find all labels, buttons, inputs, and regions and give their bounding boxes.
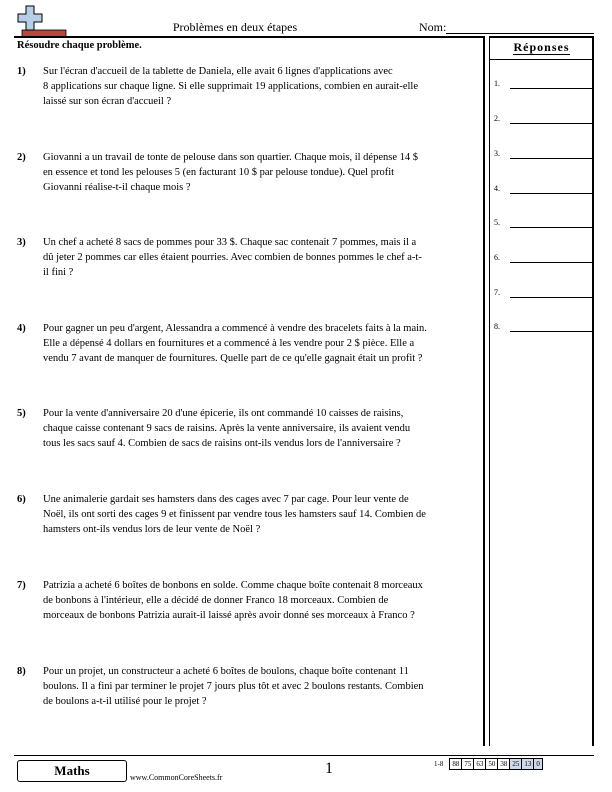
score-cell: 38 [498, 759, 510, 770]
name-field-line[interactable] [446, 33, 594, 34]
problem-text-line: Pour la vente d'anniversaire 20 d'une épicerie, ils ont commandé 10 caisses de raisins, [43, 408, 404, 419]
problem-text-line: en essence et tond les pelouses 5 (en facturant 10 $ par pelouse tondue). Quel profit [43, 167, 395, 178]
problem-text-line: laissé sur son écran d'accueil ? [43, 96, 172, 107]
problem-text-line: dû jeter 2 pommes car elles étaient pourries. Avec combien de bonnes pommes le chef a-t- [43, 252, 422, 263]
problem-text-line: Elle a dépensé 4 dollars en fournitures et a commencé à les vendre pour 2 $ pièce. Elle a [43, 338, 415, 349]
column-divider [483, 36, 485, 746]
problem-text-line: Giovanni a un travail de tonte de pelouse dans son quartier. Chaque mois, il dépense 14 $ [43, 152, 418, 163]
problem-text-line: Une animalerie gardait ses hamsters dans des cages avec 7 par cage. Pour leur vente de [43, 494, 409, 505]
score-cell: 13 [522, 759, 534, 770]
answer-number: 6. [494, 253, 500, 262]
footer-divider [14, 755, 594, 756]
problem-text-line: chaque caisse contenant 9 sacs de raisins. Après la vente anniversaire, ils avaient vendu [43, 423, 411, 434]
problem-number: 1) [17, 66, 26, 77]
score-cell: 25 [510, 759, 522, 770]
answer-blank[interactable] [510, 297, 594, 298]
problem-number: 7) [17, 580, 26, 591]
answer-number: 4. [494, 184, 500, 193]
problem-number: 2) [17, 152, 26, 163]
answer-blank[interactable] [510, 331, 594, 332]
problem-text-line: Pour un projet, un constructeur a acheté 6 boîtes de boulons, chaque boîte contenant 11 [43, 666, 409, 677]
problem-text [43, 664, 483, 709]
problem-text-line: il fini ? [43, 267, 74, 278]
problem-text-line: de boulons a-t-il utilisé pour le projet ? [43, 696, 207, 707]
answers-heading-rule [489, 59, 594, 60]
problem-number: 4) [17, 323, 26, 334]
problem-number: 3) [17, 237, 26, 248]
problem-text [43, 492, 483, 537]
answer-number: 8. [494, 322, 500, 331]
score-range: 1-8 [434, 760, 444, 768]
answer-number: 3. [494, 149, 500, 158]
problem-text-line: Giovanni réalise-t-il chaque mois ? [43, 182, 191, 193]
score-cell: 0 [534, 759, 543, 770]
problem-number: 6) [17, 494, 26, 505]
problem-text-line: Patrizia a acheté 6 boîtes de bonbons en solde. Comme chaque boîte contenait 8 morceaux [43, 580, 423, 591]
problem-text-line: 8 applications sur chaque ligne. Si elle supprimait 19 applications, combien en aurait-elle [43, 81, 418, 92]
subject-badge: Maths [17, 760, 127, 782]
page-number: 1 [325, 760, 333, 777]
answer-number: 7. [494, 288, 500, 297]
problem-text [43, 321, 483, 366]
score-cell: 75 [462, 759, 474, 770]
answers-heading: Réponses [513, 40, 570, 54]
problem-number: 8) [17, 666, 26, 677]
problem-text [43, 578, 483, 623]
problem-text-line: boulons. Il a fini par terminer le projet 7 jours plus tôt et avec 2 boulons restants. Combien [43, 681, 424, 692]
problem-text-line: Noël, ils ont sorti des cages 9 et finissent par vendre tous les hamsters sauf 14. Combien de [43, 509, 426, 520]
answer-blank[interactable] [510, 262, 594, 263]
problem-text-line: Un chef a acheté 8 sacs de pommes pour 33 $. Chaque sac contenait 7 pommes, mais il a [43, 237, 417, 248]
score-cell: 88 [450, 759, 462, 770]
score-cell: 63 [474, 759, 486, 770]
problem-text-line: tous les sacs sauf 4. Combien de sacs de raisins ont-ils vendus lors de l'anniversaire ? [43, 438, 401, 449]
header-divider [14, 36, 484, 38]
problem-text-line: hamsters ont-ils vendus lors de leur vente de Noël ? [43, 524, 261, 535]
answer-blank[interactable] [510, 158, 594, 159]
score-cell: 50 [486, 759, 498, 770]
problem-text [43, 150, 483, 195]
answer-number: 1. [494, 79, 500, 88]
answer-blank[interactable] [510, 88, 594, 89]
answer-column [489, 36, 594, 746]
problem-text-line: morceaux de bonbons Patrizia aurait-il laissé après avoir donné ses morceaux à Franco ? [43, 610, 415, 621]
problem-text [43, 235, 483, 280]
score-key [432, 758, 543, 770]
problem-text-line: Pour gagner un peu d'argent, Alessandra a commencé à vendre des bracelets faits à la main. [43, 323, 427, 334]
site-url: www.CommonCoreSheets.fr [130, 773, 223, 782]
instructions: Résoudre chaque problème. [17, 40, 142, 51]
answer-number: 2. [494, 114, 500, 123]
answer-blank[interactable] [510, 123, 594, 124]
problem-text [43, 406, 483, 451]
problem-number: 5) [17, 408, 26, 419]
problem-text-line: Sur l'écran d'accueil de la tablette de Daniela, elle avait 6 lignes d'applications avec [43, 66, 393, 77]
answer-blank[interactable] [510, 227, 594, 228]
answer-number: 5. [494, 218, 500, 227]
answer-blank[interactable] [510, 193, 594, 194]
problem-text-line: de bonbons à l'intérieur, elle a décidé de donner Franco 18 morceaux. Combien de [43, 595, 389, 606]
name-label: Nom: [419, 20, 447, 34]
problem-text-line: vendu 7 avant de manquer de fournitures. Quelle part de ce qu'elle gagnait était un profit ? [43, 353, 423, 364]
problem-text [43, 64, 483, 109]
page-title: Problèmes en deux étapes [172, 20, 298, 34]
answer-column-inner-border [489, 36, 490, 746]
